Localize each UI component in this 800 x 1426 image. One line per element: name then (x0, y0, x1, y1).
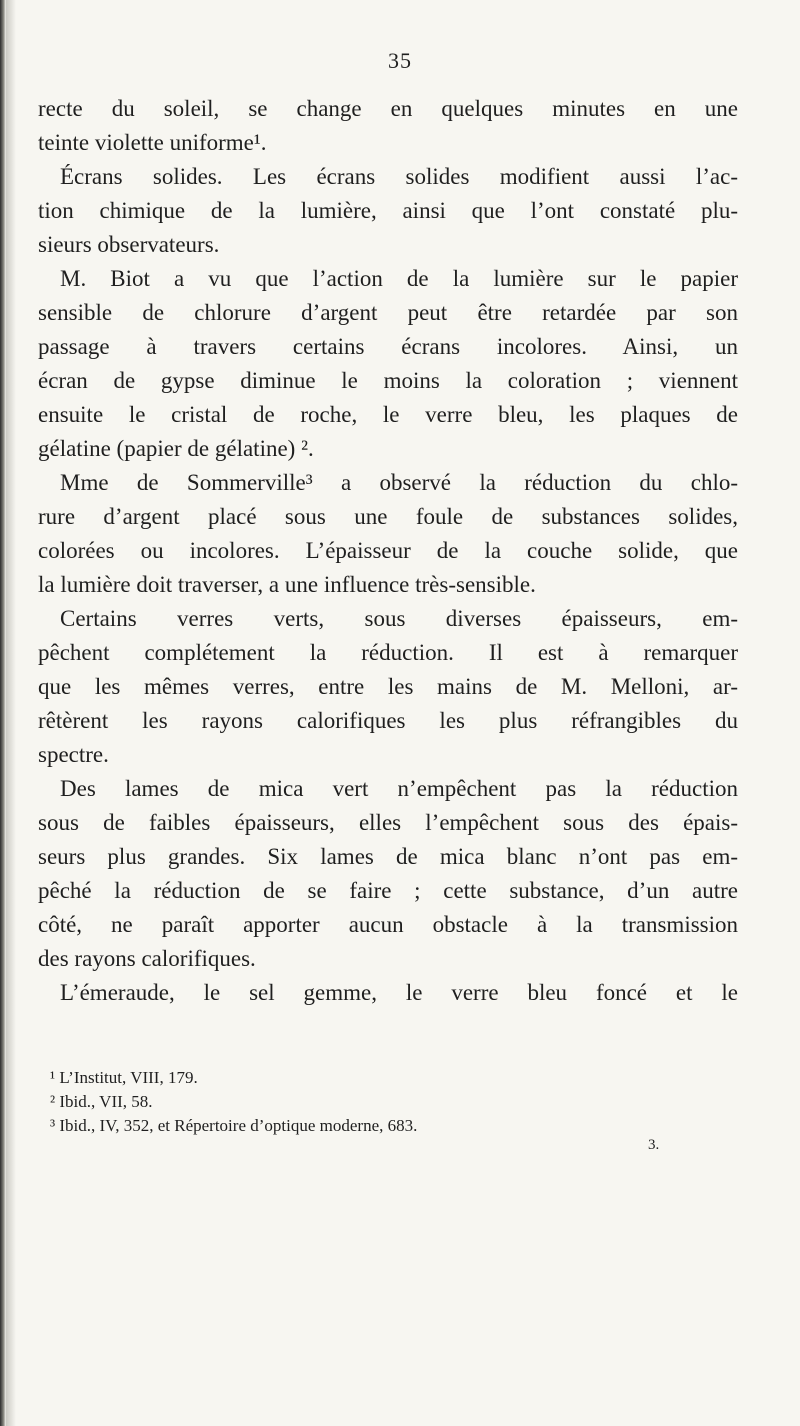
footnotes (38, 1066, 738, 1138)
text-line: spectre. (38, 742, 109, 767)
signature-mark: 3. (648, 1137, 660, 1153)
text-line: sieurs observateurs. (38, 232, 220, 257)
page-edge-gradient (6, 0, 16, 1426)
text-line: la lumière doit traverser, a une influence très-sensible. (38, 572, 536, 597)
text-line: seurs plus grandes. Six lames de mica blanc n’ont pas em- (38, 844, 738, 869)
text-line: colorées ou incolores. L’épaisseur de la couche solide, que (38, 538, 738, 563)
text-line: rêtèrent les rayons calorifiques les plus réfrangibles du (38, 708, 738, 733)
text-line: Mme de Sommerville³ a observé la réduction du chlo- (60, 470, 738, 495)
text-line: des rayons calorifiques. (38, 946, 256, 971)
text-line: tion chimique de la lumière, ainsi que l’ont constaté plu- (38, 198, 738, 223)
text-line: recte du soleil, se change en quelques minutes en une (38, 96, 738, 121)
text-line: côté, ne paraît apporter aucun obstacle à la transmission (38, 912, 738, 937)
footnote: ¹ L’Institut, VIII, 179. (50, 1068, 198, 1087)
text-line: écran de gypse diminue le moins la coloration ; viennent (38, 368, 738, 393)
body-text (38, 92, 738, 1010)
text-line: pêché la réduction de se faire ; cette substance, d’un autre (38, 878, 738, 903)
text-line: ensuite le cristal de roche, le verre bleu, les plaques de (38, 402, 738, 427)
text-line: rure d’argent placé sous une foule de substances solides, (38, 504, 738, 529)
text-line: teinte violette uniforme¹. (38, 130, 267, 155)
footnote: ³ Ibid., IV, 352, et Répertoire d’optique moderne, 683. (50, 1116, 418, 1135)
text-line: Écrans solides. Les écrans solides modifient aussi l’ac- (60, 164, 738, 189)
text-line: sensible de chlorure d’argent peut être retardée par son (38, 300, 738, 325)
text-line: gélatine (papier de gélatine) ². (38, 436, 314, 461)
text-line: passage à travers certains écrans incolores. Ainsi, un (38, 334, 738, 359)
text-line: Certains verres verts, sous diverses épaisseurs, em- (60, 606, 738, 631)
text-line: M. Biot a vu que l’action de la lumière sur le papier (60, 266, 738, 291)
text-line: L’émeraude, le sel gemme, le verre bleu foncé et le (60, 980, 738, 1005)
text-line: que les mêmes verres, entre les mains de M. Melloni, ar- (38, 674, 738, 699)
footnote: ² Ibid., VII, 58. (50, 1092, 153, 1111)
text-line: pêchent complétement la réduction. Il est à remarquer (38, 640, 738, 665)
text-line: sous de faibles épaisseurs, elles l’empêchent sous des épais- (38, 810, 738, 835)
page-number: 35 (388, 48, 412, 73)
text-line: Des lames de mica vert n’empêchent pas la réduction (60, 776, 738, 801)
